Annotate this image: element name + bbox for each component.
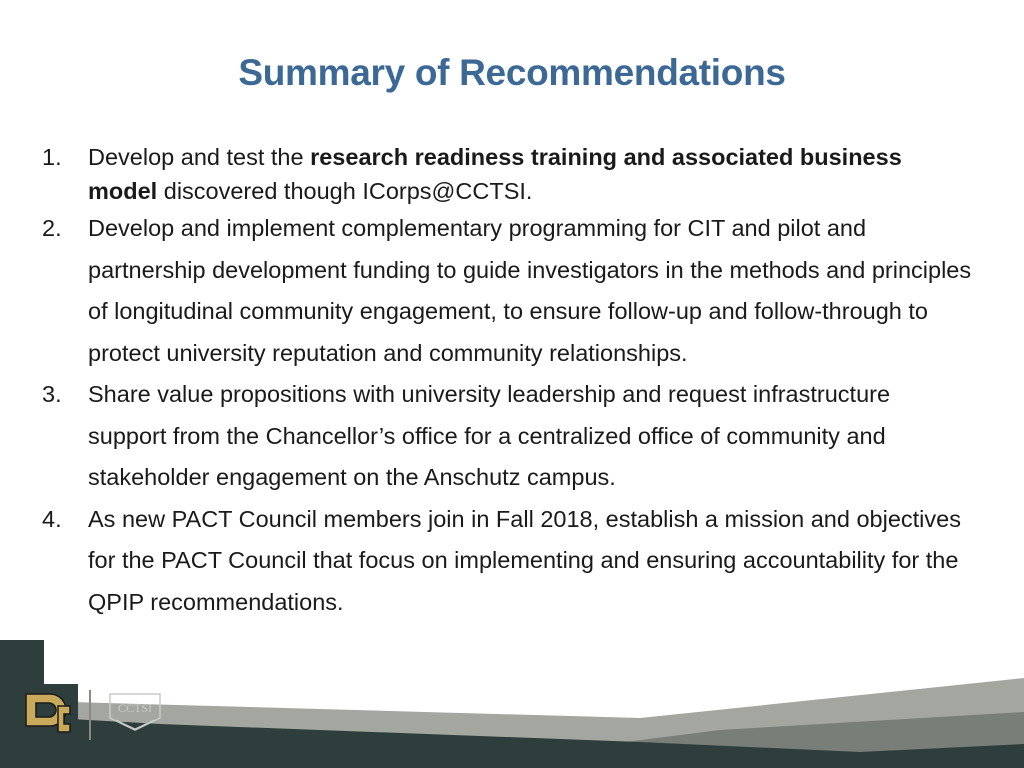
list-item-text: Develop and implement complementary programming for CIT and pilot and partnership development funding to guide investigators in the methods and principles of longitudinal community engagement, to ensure follow-up and follow-through to protect university reputation and community relationships. bbox=[88, 215, 972, 366]
list-item-text: As new PACT Council members join in Fall 2018, establish a mission and objectives for the PACT Council that focus on implementing and ensuring accountability for the QPIP recommendations. bbox=[88, 505, 961, 615]
cctsi-logo-icon bbox=[104, 690, 166, 732]
list-item-text: Share value propositions with university leadership and request infrastructure support from the Chancellor’s office for a centralized office of community and stakeholder engagement on the Anschutz campus. bbox=[88, 381, 891, 490]
list-item bbox=[42, 374, 972, 499]
list-item-number: 2. bbox=[42, 215, 62, 241]
list-item-text-lead: Develop and test the bbox=[88, 144, 311, 170]
slide-title: Summary of Recommendations bbox=[238, 52, 786, 93]
list-item bbox=[42, 499, 972, 624]
list-item-number: 3. bbox=[42, 381, 62, 407]
logo-divider bbox=[89, 690, 91, 740]
list-item-number: 4. bbox=[42, 505, 62, 532]
cctsi-logo-text: CCTSI bbox=[117, 701, 153, 715]
list-item-number: 1. bbox=[42, 144, 62, 170]
cu-logo-icon bbox=[18, 684, 78, 742]
list-item-text-bold: research readiness training and associated business model bbox=[88, 144, 902, 204]
list-item bbox=[42, 140, 972, 208]
list-item-text-tail: discovered though ICorps@CCTSI. bbox=[157, 178, 533, 204]
list-item bbox=[42, 208, 972, 374]
recommendations-list bbox=[42, 140, 972, 623]
